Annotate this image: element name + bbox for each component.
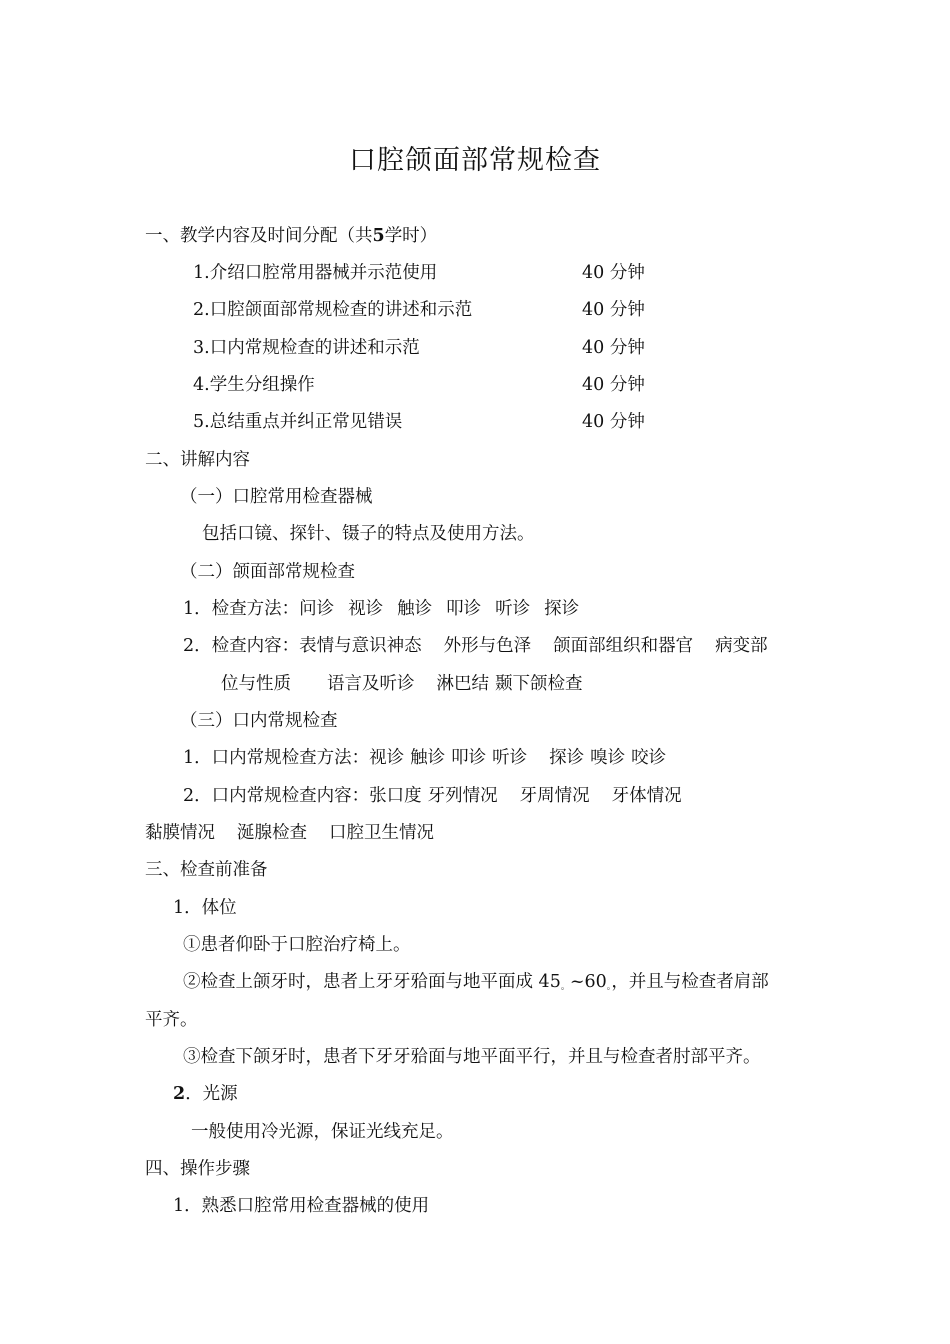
list-item: 探诊 <box>544 599 580 619</box>
paragraph <box>183 1046 761 1068</box>
degree-mark: 。 <box>560 982 570 992</box>
text: ③检查下颌牙时，患者下牙牙 <box>183 1047 411 1067</box>
list-item: 淋巴结 <box>436 674 489 694</box>
list-item: 张口度 <box>369 786 422 806</box>
line-prefix: 1．口内常规检查方法： <box>183 748 370 768</box>
list-item: 外形与色泽 <box>443 636 532 656</box>
list-item: 听诊 <box>495 599 531 619</box>
exam-methods-line <box>183 598 579 620</box>
heading-number: 2 <box>173 1084 186 1104</box>
text: ，并且与检查者肩部 <box>611 972 769 992</box>
occlusal-char: 𬌗 <box>410 1047 428 1067</box>
subsection-heading <box>173 1083 238 1105</box>
text: ~60 <box>569 972 607 992</box>
paragraph <box>183 971 769 996</box>
schedule-item-label: 5.总结重点并纠正常见错误 <box>193 412 403 432</box>
oral-content-line <box>183 785 682 807</box>
list-item: 触诊 <box>410 748 446 768</box>
oral-content-line-cont <box>145 822 434 844</box>
schedule-item-label: 1.介绍口腔常用器械并示范使用 <box>193 263 438 283</box>
section-4-heading: 四、操作步骤 <box>145 1159 250 1179</box>
schedule-item-time: 40 分钟 <box>582 300 645 320</box>
list-item: 咬诊 <box>631 748 667 768</box>
list-item: 涎腺检查 <box>237 823 307 843</box>
list-item: 视诊 <box>348 599 384 619</box>
list-item: 问诊 <box>299 599 335 619</box>
occlusal-char: 𬌗 <box>410 972 428 992</box>
line-prefix: 2．口内常规检查内容： <box>183 786 370 806</box>
subsection-heading: （一）口腔常用检查器械 <box>180 487 373 507</box>
subsection-heading: 1．体位 <box>173 898 237 918</box>
list-item: 颞下颌检查 <box>495 674 583 694</box>
subsection-heading: 1．熟悉口腔常用检查器械的使用 <box>173 1196 430 1216</box>
subsection-heading: （二）颌面部常规检查 <box>180 562 355 582</box>
list-item: 位与性质 <box>221 674 291 694</box>
section-3-heading: 三、检查前准备 <box>145 860 268 880</box>
oral-methods-line <box>183 747 666 769</box>
subsection-heading: （三）口内常规检查 <box>180 711 338 731</box>
heading-text: ．光源 <box>185 1084 238 1104</box>
paragraph: 包括口镜、探针、镊子的特点及使用方法。 <box>202 524 535 544</box>
section-1-heading <box>145 225 437 247</box>
list-item: 探诊 <box>549 748 585 768</box>
list-item: 语言及听诊 <box>327 674 415 694</box>
line-prefix: 1．检查方法： <box>183 599 300 619</box>
paragraph: ①患者仰卧于口腔治疗椅上。 <box>183 935 411 955</box>
heading-text: 一、教学内容及时间分配（共 <box>145 226 373 246</box>
schedule-item-label: 3.口内常规检查的讲述和示范 <box>193 338 420 358</box>
text: 面与地平面成 45 <box>428 972 561 992</box>
list-item: 牙体情况 <box>611 786 682 806</box>
list-item: 牙列情况 <box>427 786 498 806</box>
paragraph-cont: 平齐。 <box>145 1010 198 1030</box>
exam-content-line-cont <box>221 673 583 695</box>
text: ②检查上颌牙时，患者上牙牙 <box>183 972 411 992</box>
list-item: 牙周情况 <box>519 786 590 806</box>
schedule-item-time: 40 分钟 <box>582 338 645 358</box>
list-item: 叩诊 <box>446 599 482 619</box>
list-item: 触诊 <box>397 599 433 619</box>
list-item: 表情与意识神态 <box>299 636 422 656</box>
exam-content-line <box>183 635 768 657</box>
list-item: 视诊 <box>369 748 405 768</box>
page-title: 口腔颌面部常规检查 <box>349 145 601 176</box>
schedule-item-time: 40 分钟 <box>582 412 645 432</box>
heading-text: 学时） <box>384 226 438 246</box>
list-item: 口腔卫生情况 <box>329 823 434 843</box>
schedule-item-time: 40 分钟 <box>582 375 645 395</box>
schedule-item-label: 4.学生分组操作 <box>193 375 315 395</box>
schedule-item-time: 40 分钟 <box>582 263 645 283</box>
heading-number: 5 <box>372 226 385 246</box>
section-2-heading: 二、讲解内容 <box>145 450 250 470</box>
list-item: 嗅诊 <box>590 748 626 768</box>
list-item: 颌面部组织和器官 <box>553 636 694 656</box>
list-item: 病变部 <box>715 636 768 656</box>
paragraph: 一般使用冷光源，保证光线充足。 <box>191 1122 454 1142</box>
schedule-item-label: 2.口腔颌面部常规检查的讲述和示范 <box>193 300 473 320</box>
degree-mark: 。 <box>606 982 612 992</box>
list-item: 听诊 <box>492 748 528 768</box>
text: 面与地平面平行，并且与检查者肘部平齐。 <box>428 1047 761 1067</box>
list-item: 黏膜情况 <box>145 823 215 843</box>
line-prefix: 2．检查内容： <box>183 636 300 656</box>
list-item: 叩诊 <box>451 748 487 768</box>
